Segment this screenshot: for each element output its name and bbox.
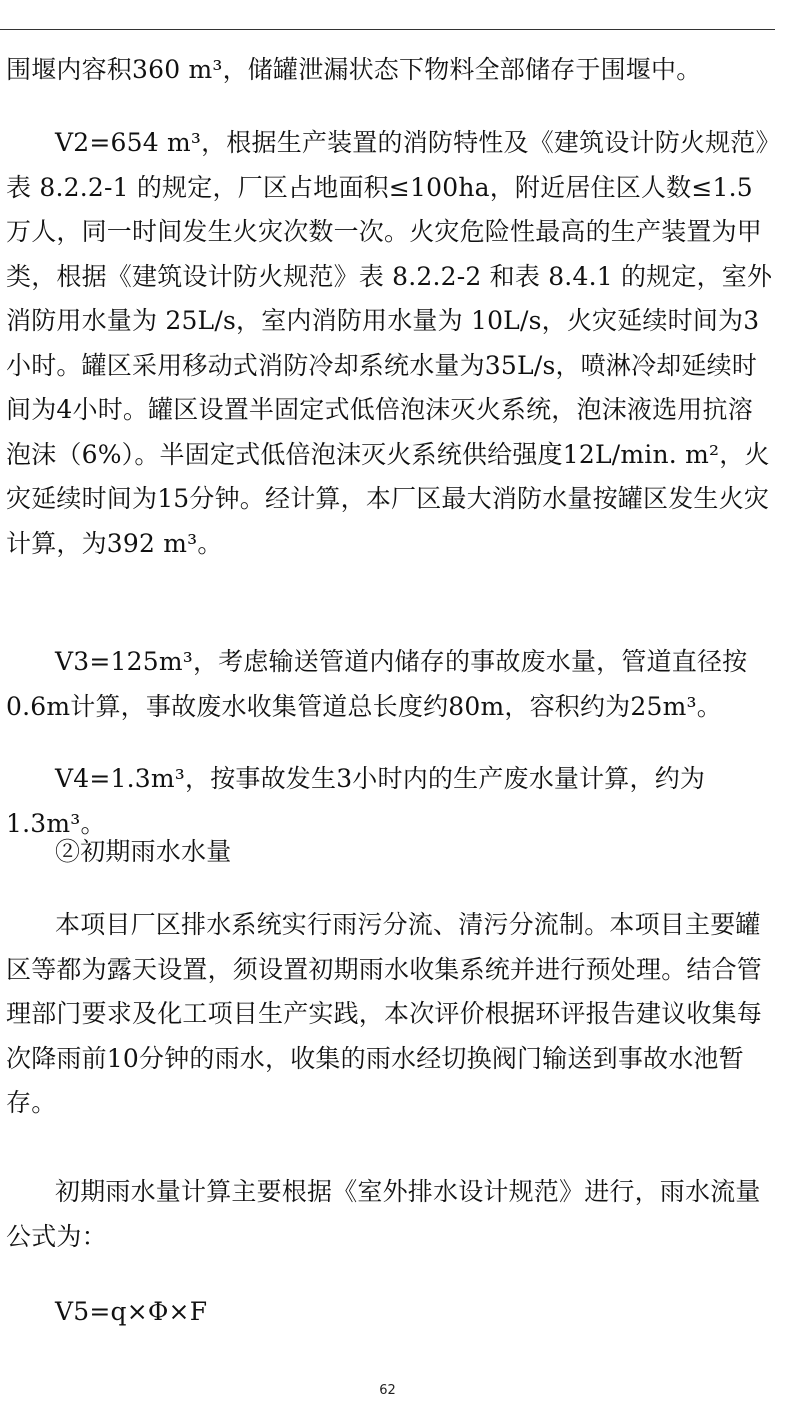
formula-v5: V5=q×Φ×F xyxy=(55,1297,208,1326)
paragraph-rainwater-collection: 本项目厂区排水系统实行雨污分流、清污分流制。本项目主要罐区等都为露天设置，须设置初期雨水收集系统并进行预处理。结合管理部门要求及化工项目生产实践，本次评价根据环评报告建议收集每次降雨前10分钟的雨水，收集的雨水经切换阀门输送到事故水池暂存。 xyxy=(6,910,763,1117)
paragraph-containment-volume: 围堰内容积360 m³，储罐泄漏状态下物料全部储存于围堰中。 xyxy=(6,55,702,84)
paragraph-rainwater-formula-intro: 初期雨水量计算主要根据《室外排水设计规范》进行，雨水流量公式为： xyxy=(6,1177,761,1251)
paragraph-v4-production-wastewater: V4=1.3m³，按事故发生3小时内的生产废水量计算，约为1.3m³。 xyxy=(6,764,706,838)
paragraph-v2-fire-water: V2=654 m³，根据生产装置的消防特性及《建筑设计防火规范》表 8.2.2-1 的规定，厂区占地面积≤100ha，附近居住区人数≤1.5万人，同一时间发生火灾次数一次。火灾危险性最高的生产装置为甲类，根据《建筑设计防火规范》表 8.2.2-2 和表 8.4.1 的规定，室外消防用水量为 25L/s，室内消防用水量为 10L/s，火灾延续时间为3 小时。罐区采用移动式消防冷却系统水量为35L/s，喷淋冷却延续时间为4小时。罐区设置半固定式低倍泡沫灭火系统，泡沫液选用抗溶泡沫（6%）。半固定式低倍泡沫灭火系统供给强度12L/min. m²，火灾延续时间为15分钟。经计算，本厂区最大消防水量按罐区发生火灾计算，为392 m³。 xyxy=(6,128,773,558)
page-number: 62 xyxy=(379,1383,396,1398)
paragraph-v3-pipeline: V3=125m³，考虑输送管道内储存的事故废水量，管道直径按0.6m计算，事故废水收集管道总长度约80m，容积约为25m³。 xyxy=(6,647,748,721)
header-rule xyxy=(0,29,775,30)
section-heading-initial-rainwater: ②初期雨水水量 xyxy=(55,837,232,866)
